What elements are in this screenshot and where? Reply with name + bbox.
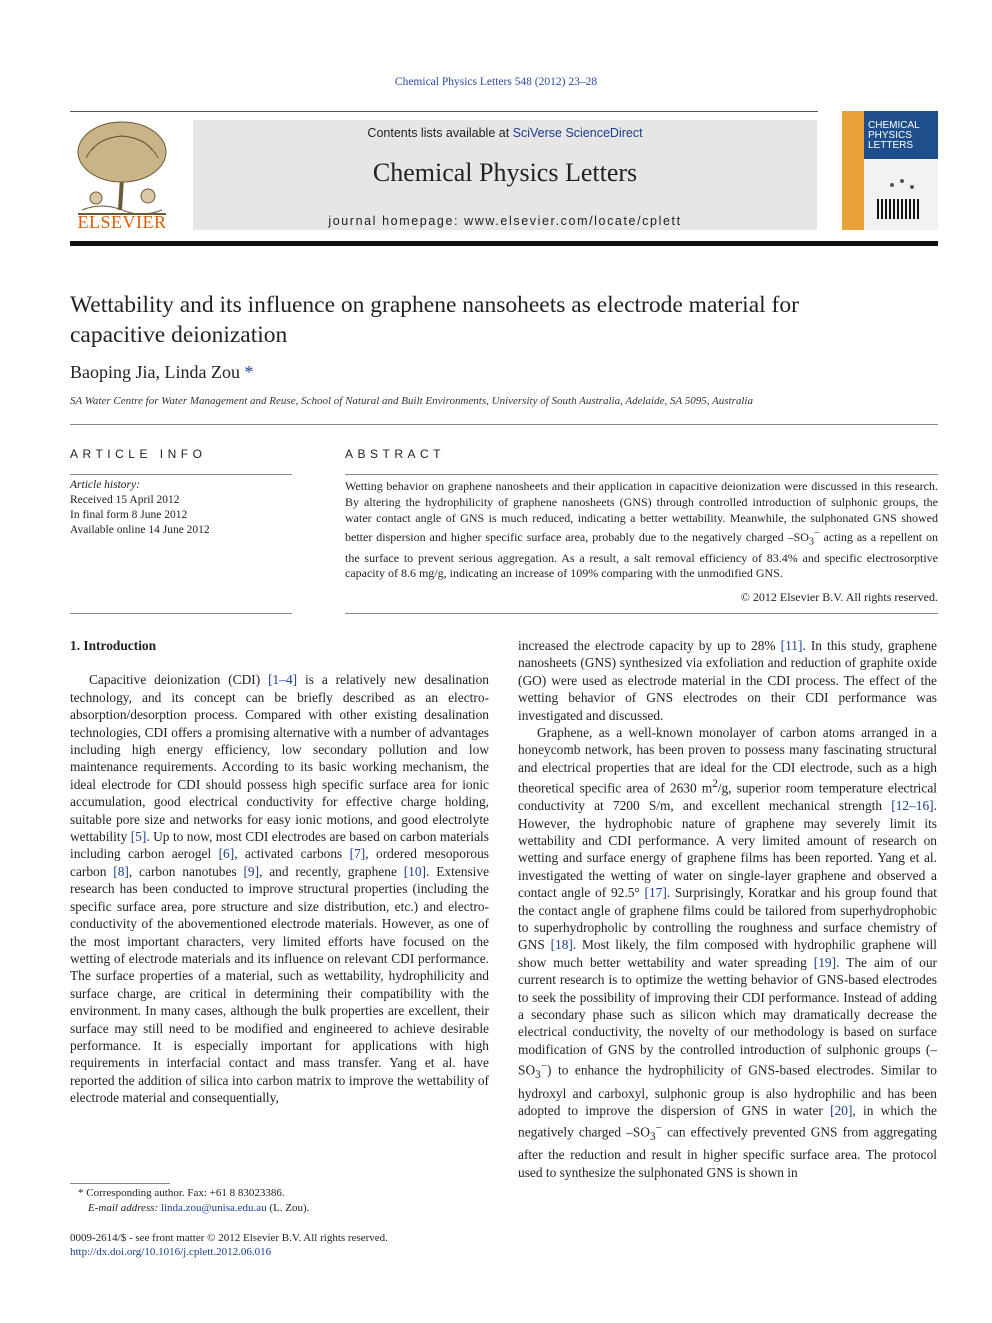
text-span: /g, superior room temperature electrical conductivity at 7200 S/m, and excellent mechanical strength bbox=[518, 780, 937, 814]
introduction-heading: 1. Introduction bbox=[70, 638, 157, 653]
history-label: Article history: bbox=[70, 479, 140, 491]
corresponding-author-note bbox=[78, 1186, 309, 1201]
journal-homepage[interactable]: journal homepage: www.elsevier.com/locate/cplett bbox=[328, 214, 682, 228]
ref-link[interactable]: [7] bbox=[349, 846, 366, 862]
abstract-sup-minus: − bbox=[813, 528, 820, 540]
text-span: . Up to now, most CDI electrodes are based on carbon materials including carbon aerogel bbox=[70, 829, 489, 862]
text-span: . In this study, graphene nanosheets (GNS) synthesized via exfoliation and reduction of graphite oxide (GO) were used as electrode material in the CDI process. The effect of the wetting behavior of GNS electrodes on their CDI performance was investigated and discussed. bbox=[518, 638, 937, 723]
affiliation-rule bbox=[70, 424, 938, 425]
ref-link[interactable]: [10] bbox=[403, 863, 427, 879]
text-span: can effectively prevented GNS from aggregating after the reduction and result in higher specific surface area. The protocol used to synthesize the sulphonated GNS is shown in bbox=[518, 1124, 937, 1180]
text-span: Capacitive deionization (CDI) bbox=[89, 672, 269, 688]
footnote-mark: * bbox=[78, 1187, 84, 1199]
contents-line bbox=[193, 126, 817, 140]
text-span: . Most likely, the film composed with hydrophilic graphene will show much better wettability and water spreading bbox=[518, 937, 937, 970]
text-span: . However, the hydrophobic nature of graphene may severely limit its wettability and CDI performance. A very limited amount of research on wetting and surface energy of graphene films has been reported. Yang et al. investigated the wetting of water on single-layer graphene and observed a contact angle of 92.5° bbox=[518, 798, 937, 901]
ref-link[interactable]: [17] bbox=[644, 885, 667, 901]
cover-title-line3: LETTERS bbox=[868, 140, 914, 151]
header-thick-rule bbox=[70, 241, 938, 246]
abstract-heading: ABSTRACT bbox=[345, 447, 446, 461]
intro-paragraph-1-cont bbox=[518, 637, 937, 724]
cover-title-line2: PHYSICS bbox=[868, 130, 912, 141]
text-span: . Extensive research has been conducted to improve structural properties (including the specific surface area, pore structure and size distribution, etc.) and electro-conductivity of the abovementioned electrode materials. However, as one of the most important characters, very limited efforts have focused on the wetting of electrode materials and its influence on relevant CDI performance. The surface properties of a material, such as wettability, hydrophilicity and surface charge, are critical in determining their compatibility with the environment. In many cases, although the bulk properties are excellent, their surface may still need to be modified and engineered to achieve desirable performance. It is especially important for applications with high requirements in interfacial contact and mass transfer. Yang et al. have reported the addition of silica into carbon matrix to improve the wettability of electrode material and consequentially, bbox=[70, 863, 490, 1106]
ref-link[interactable]: [19] bbox=[813, 954, 837, 970]
ref-link[interactable]: [20] bbox=[830, 1103, 853, 1119]
sciencedirect-link[interactable]: SciVerse ScienceDirect bbox=[512, 126, 643, 140]
abstract-rule bbox=[345, 474, 938, 475]
authors: Baoping Jia, Linda Zou bbox=[70, 362, 240, 382]
abstract-text bbox=[345, 479, 938, 582]
text-span: , in which the negatively charged –SO bbox=[518, 1103, 937, 1140]
abstract-copyright: © 2012 Elsevier B.V. All rights reserved. bbox=[740, 590, 938, 604]
superscript: − bbox=[540, 1060, 547, 1073]
footnote-rule bbox=[70, 1183, 170, 1184]
journal-title: Chemical Physics Letters bbox=[372, 158, 638, 187]
journal-banner bbox=[193, 120, 817, 230]
ref-link[interactable]: [11] bbox=[780, 638, 803, 653]
email-link[interactable]: linda.zou@unisa.edu.au bbox=[160, 1202, 267, 1214]
ref-link[interactable]: [18] bbox=[550, 937, 573, 953]
text-span: . Surprisingly, Koratkar and his group found that the contact angle of graphene films could be tailored from superhydrophobic to superhydropholic by controlling the roughness and surface chemistry of GNS bbox=[518, 885, 937, 953]
text-span: Graphene, as a well-known monolayer of carbon atoms arranged in a honeycomb network, has been proven to possess many fascinating structural and electrical properties that are ideal for the CDI electrode, such as a high theoretical specific area of 2630 m bbox=[518, 725, 937, 796]
body-column-right bbox=[518, 637, 937, 1181]
article-history bbox=[70, 478, 210, 538]
superscript: − bbox=[655, 1121, 662, 1134]
history-final-form: In final form 8 June 2012 bbox=[70, 509, 188, 521]
corresponding-author-mark[interactable]: * bbox=[244, 362, 254, 382]
journal-cover-thumbnail[interactable] bbox=[842, 111, 938, 230]
superscript: 2 bbox=[712, 778, 718, 791]
intro-paragraph-2 bbox=[518, 724, 937, 1181]
issn-line: 0009-2614/$ - see front matter © 2012 Elsevier B.V. All rights reserved. bbox=[70, 1232, 388, 1244]
article-info-rule bbox=[70, 474, 292, 475]
ref-link[interactable]: [12–16] bbox=[891, 798, 934, 814]
history-received: Received 15 April 2012 bbox=[70, 494, 180, 506]
email-label: E-mail address: bbox=[88, 1202, 159, 1214]
ref-link[interactable]: [8] bbox=[113, 863, 129, 879]
abstract-part-b: acting as a repellent on the surface to prevent serious aggregation. As a result, a salt removal efficiency of 83.4% and specific electrosorptive capacity of 8.6 mg/g, indicating an increase of 109% comparing with the unmodified GNS. bbox=[345, 530, 938, 581]
ref-link[interactable]: [9] bbox=[243, 863, 260, 879]
text-span: . The aim of our current research is to optimize the wetting behavior of GNS-based electrodes to seek the possibility of improving their CDI performance. Instead of adding a secondary phase such as silicon which may dramatically decrease the electrical conductivity, the novelty of our methodology is based on surface modification of GNS by the controlled introduction of sulphonic groups (–SO bbox=[518, 954, 937, 1078]
text-span: , and recently, graphene bbox=[259, 863, 404, 879]
footnote bbox=[78, 1186, 309, 1216]
author-line bbox=[70, 362, 253, 383]
ref-link[interactable]: [1–4] bbox=[268, 672, 298, 688]
abstract-part-a: Wetting behavior on graphene nanosheets and their application in capacitive deionization were discussed in this research. By altering the hydrophilicity of graphene nanosheets (GNS) through controlled introduction of sulphonic groups, the water contact angle of GNS is much reduced, indicating a better wettability. Meanwhile, the sulphonated GNS showed better dispersion and higher specific surface area, probably due to the negatively charged –SO bbox=[345, 479, 938, 545]
intro-paragraph-1 bbox=[70, 671, 489, 1106]
article-title: Wettability and its influence on graphene nansoheets as electrode material for capacitive deionization bbox=[70, 292, 799, 348]
abstract-sub-3: 3 bbox=[808, 536, 814, 548]
text-span: is a relatively new desalination technology, and its concept can be briefly described as an electro-absorption/desorption process. Compared with other existing desalination technologies, CDI offers a promising alternative with a number of advantages including high energy efficiency, low secondary pollution and low maintenance requirements. According to its basic working mechanism, the ideal electrode for CDI should possess high specific surface area for ionic accumulation, good electrical conductivity for effective charge holding, suitable pore size and networks for easy ionic motions, and good electrolyte wettability bbox=[70, 672, 489, 845]
subscript: 3 bbox=[535, 1069, 541, 1082]
article-info-rule-bottom bbox=[70, 613, 292, 614]
body-column-left bbox=[70, 637, 489, 1107]
header-rule bbox=[70, 111, 818, 112]
ref-link[interactable]: [6] bbox=[218, 846, 235, 862]
journal-citation[interactable]: Chemical Physics Letters 548 (2012) 23–28 bbox=[394, 76, 598, 88]
front-matter bbox=[70, 1231, 388, 1259]
text-span: , carbon nanotubes bbox=[128, 863, 244, 879]
text-span: ) to enhance the hydrophilicity of GNS-based electrodes. Similar to hydroxyl and carboxyl, sulphonic group is also hydrophilic and has been adopted to improve the dispersion of GNS in water bbox=[518, 1062, 937, 1119]
doi-link[interactable]: http://dx.doi.org/10.1016/j.cplett.2012.06.016 bbox=[70, 1246, 272, 1258]
abstract-rule-bottom bbox=[345, 613, 938, 614]
text-span: , activated carbons bbox=[234, 846, 350, 862]
corresponding-text: Corresponding author. Fax: +61 8 83023386. bbox=[86, 1187, 285, 1199]
affiliation: SA Water Centre for Water Management and Reuse, School of Natural and Built Environments, University of South Australia, Adelaide, SA 5095, Australia bbox=[70, 395, 753, 407]
text-span: increased the electrode capacity by up to 28% bbox=[518, 638, 781, 653]
cover-title-line1: CHEMICAL bbox=[868, 120, 920, 131]
article-info-heading: ARTICLE INFO bbox=[70, 447, 207, 461]
ref-link[interactable]: [5] bbox=[130, 829, 147, 845]
text-span: , ordered mesoporous carbon bbox=[70, 846, 489, 879]
elsevier-wordmark: ELSEVIER bbox=[77, 212, 167, 232]
history-online: Available online 14 June 2012 bbox=[70, 524, 210, 536]
email-suffix: (L. Zou). bbox=[266, 1202, 310, 1214]
subscript: 3 bbox=[649, 1130, 656, 1143]
contents-prefix: Contents lists available at bbox=[367, 126, 513, 140]
email-line bbox=[78, 1201, 309, 1216]
